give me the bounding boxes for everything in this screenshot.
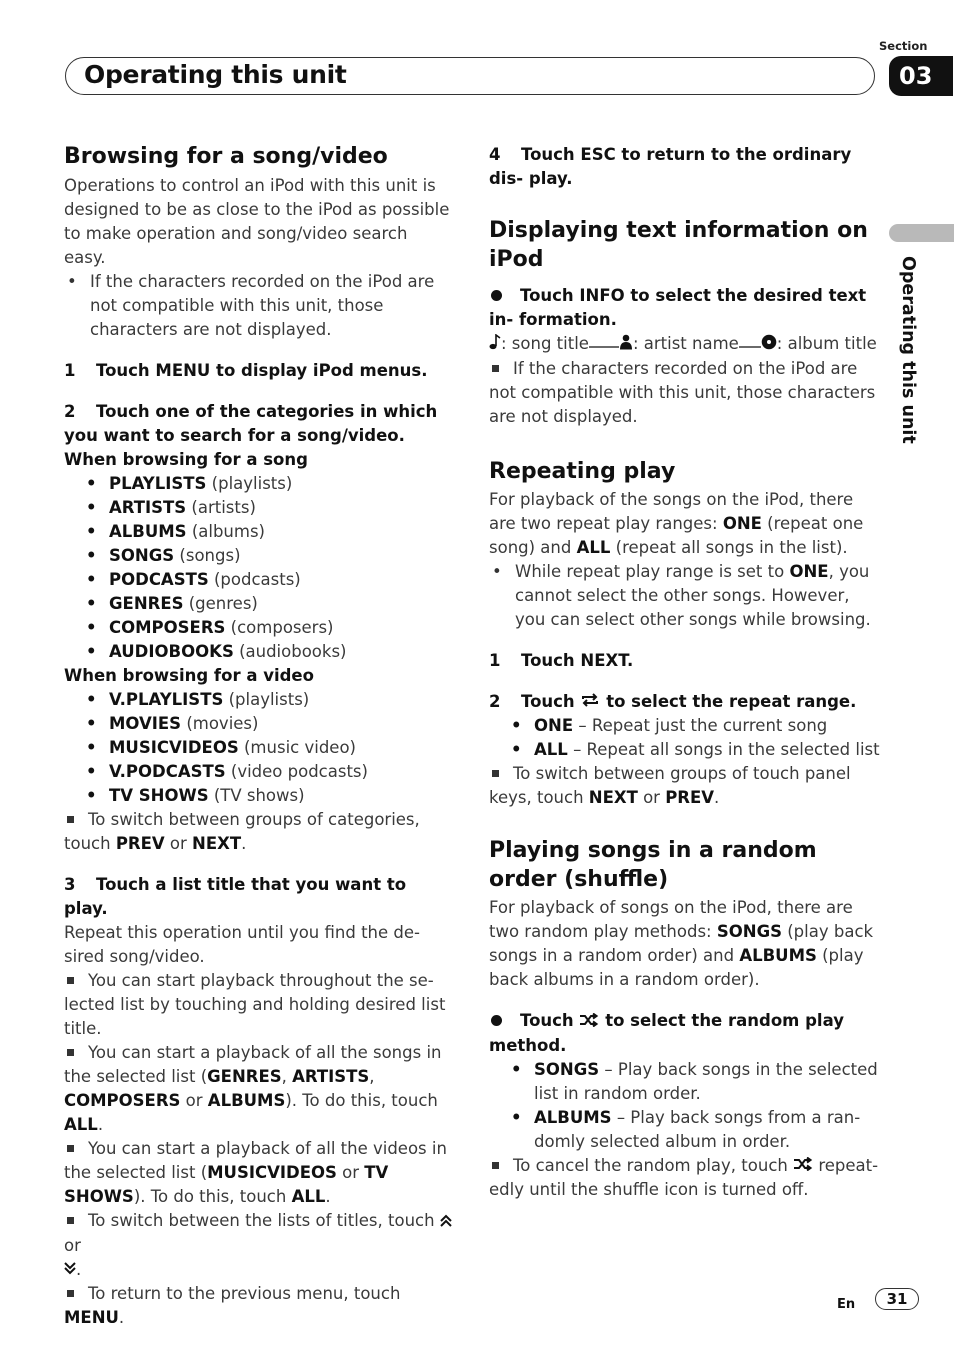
repeat-intro: For playback of the songs on the iPod, there are two repeat play ranges: ONE (repeat one song) and ALL (repeat all songs in the list). [489,489,864,557]
left-column [64,142,452,1330]
heading-repeat: Repeating play [489,458,676,484]
section-label: Section [879,39,928,53]
list-item: • SONGS – Play back songs in the selected list in random order. [489,1058,881,1106]
right-column [489,143,881,1202]
intro-note: • If the characters recorded on the iPod are not compatible with this unit, those characters are not displayed. [64,270,452,342]
list-item: • ALBUMS (albums) [64,520,452,544]
shuffle-icon [793,1154,813,1178]
page-up-icon [440,1210,452,1234]
list-item: • AUDIOBOOKS (audiobooks) [64,640,452,664]
shuffle-step: Touch to select the random play method. [489,1011,844,1055]
step-r1: 1 Touch NEXT. [489,650,634,670]
repeat-note-2: To switch between groups of touch panel keys, touch NEXT or PREV. [489,764,851,807]
intro-text: Operations to control an iPod with this unit is designed to be as close to the iPod as possible to make operation and song/video search easy. [64,176,450,267]
info-note: If the characters recorded on the iPod are not compatible with this unit, those characters are not displayed. [489,358,876,426]
note-lists: To switch between the lists of titles, touch or . [64,1209,452,1282]
page-down-icon [64,1258,76,1282]
info-step: Touch INFO to select the desired text in- formation. [489,286,867,329]
note-hold: You can start playback throughout the se- lected list by touching and holding desired list title. [64,971,446,1038]
shuffle-note: To cancel the random play, touch repeat- edly until the shuffle icon is turned off. [489,1155,879,1199]
note-all-songs: You can start a playback of all the songs in the selected list (GENRES, ARTISTS, COMPOSERS or ALBUMS). To do this, touch ALL. [64,1043,442,1134]
separator-line [739,333,761,357]
side-tab [889,224,954,242]
list-item: • MOVIES (movies) [64,712,452,736]
step-r2: 2 Touch to select the repeat range. [489,690,881,715]
note-groups: To switch between groups of categories, touch PREV or NEXT. [64,810,420,853]
list-item: • ALL – Repeat all songs in the selected list [489,738,881,762]
list-item: • TV SHOWS (TV shows) [64,784,452,808]
heading-browsing: Browsing for a song/video [64,144,388,169]
list-item: • ARTISTS (artists) [64,496,452,520]
list-item: • ALBUMS – Play back songs from a ran- domly selected album in order. [489,1106,881,1154]
list-item: • PLAYLISTS (playlists) [64,472,452,496]
video-subheading: When browsing for a video [64,666,314,685]
step-1: 1 Touch MENU to display iPod menus. [64,361,428,380]
heading-shuffle: Playing songs in a random order (shuffle) [489,838,817,892]
section-number: 03 [889,56,953,96]
list-item: • V.PODCASTS (video podcasts) [64,760,452,784]
page-title: Operating this unit [84,60,347,89]
step-2: 2 Touch one of the categories in which you want to search for a song/video. [64,402,438,445]
list-item: • SONGS (songs) [64,544,452,568]
list-item: • ONE – Repeat just the current song [489,714,881,738]
artist-icon [619,333,633,357]
step-3: 3 Touch a list title that you want to play. [64,875,407,918]
song-subheading: When browsing for a song [64,450,308,469]
repeat-note: • While repeat play range is set to ONE, you cannot select the other songs. However, you can select other songs while browsing. [489,560,881,632]
page-number: 31 [875,1288,919,1310]
step-4: 4 Touch ESC to return to the ordinary dis- play. [489,145,852,188]
repeat-icon [580,690,600,714]
note-icon [489,333,501,357]
note-all-videos: You can start a playback of all the videos in the selected list (MUSICVIDEOS or TV SHOWS). To do this, touch ALL. [64,1139,447,1206]
shuffle-icon [579,1010,599,1034]
album-icon [761,333,777,357]
separator-line [589,333,619,357]
list-item: • COMPOSERS (composers) [64,616,452,640]
heading-text-info: Displaying text information on iPod [489,218,868,272]
list-item: • MUSICVIDEOS (music video) [64,736,452,760]
list-item: • GENRES (genres) [64,592,452,616]
language-label: En [837,1297,856,1312]
list-item: • V.PLAYLISTS (playlists) [64,688,452,712]
list-item: • PODCASTS (podcasts) [64,568,452,592]
shuffle-intro: For playback of songs on the iPod, there are two random play methods: SONGS (play back songs in a random order) and ALBUMS (play back albums in a random order). [489,898,874,989]
side-chapter-label: Operating this unit [898,256,918,444]
step-3-text: Repeat this operation until you find the de- sired song/video. [64,923,420,966]
info-line: : song title : artist name : album title [489,332,881,357]
note-menu: To return to the previous menu, touch MENU. [64,1284,401,1327]
